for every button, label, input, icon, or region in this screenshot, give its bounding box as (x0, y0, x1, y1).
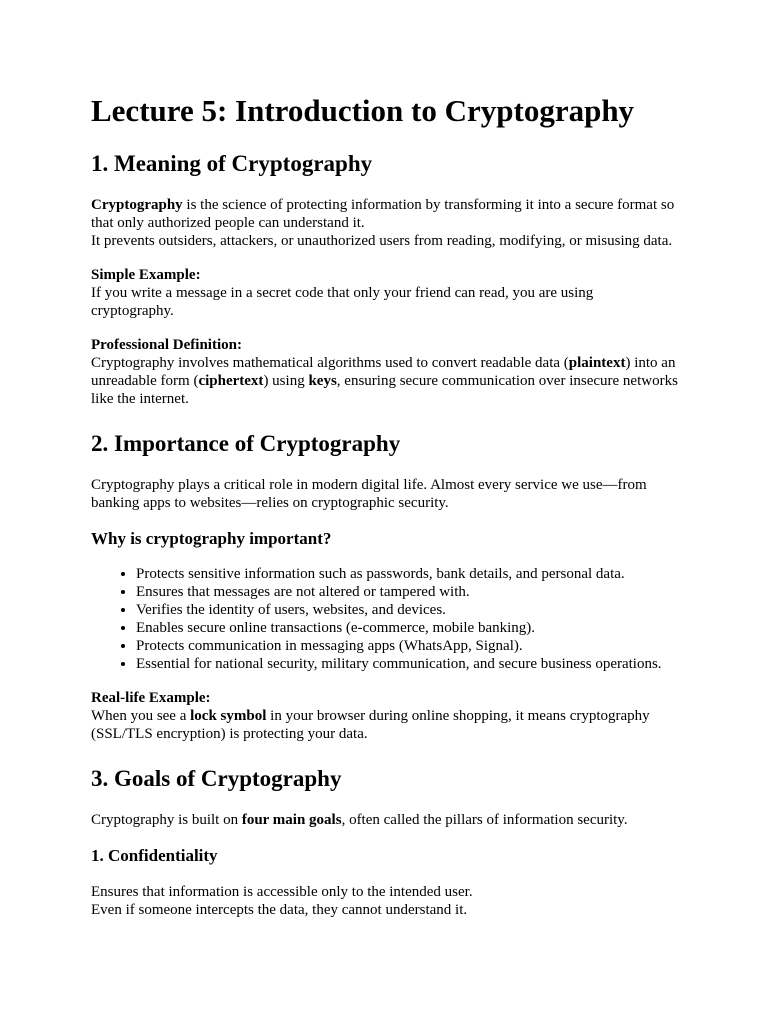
reallife-example-text (91, 707, 678, 743)
list-item: • Verifies the identity of users, websites, and devices. (136, 602, 678, 620)
importance-paragraph: Cryptography plays a critical role in modern digital life. Almost every service we use—from banking apps to websites—relies on cryptographic security. (91, 477, 647, 511)
professional-definition-label: Professional Definition: (91, 337, 242, 353)
list-item: • Protects communication in messaging apps (WhatsApp, Signal). (136, 638, 678, 656)
goals-paragraph (91, 811, 678, 829)
confidentiality-line-2: Even if someone intercepts the data, they cannot understand it. (91, 902, 468, 919)
plaintext-term: plaintext (568, 355, 626, 371)
ciphertext-term: ciphertext (198, 373, 264, 389)
reallife-text-2: in your browser during online shopping, it means cryptography (SSL/TLS encryption) is protecting your data. (91, 708, 650, 743)
confidentiality-line-1: Ensures that information is accessible only to the intended user. (91, 884, 473, 901)
simple-example-text: If you write a message in a secret code that only your friend can read, you are using cryptography. (91, 285, 594, 319)
meaning-paragraph (91, 196, 678, 250)
section-heading-goals: 3. Goals of Cryptography (91, 766, 342, 792)
reallife-example-label: Real-life Example: (91, 690, 211, 707)
confidentiality-heading: 1. Confidentiality (91, 846, 218, 866)
list-item: • Protects sensitive information such as passwords, bank details, and personal data. (136, 566, 678, 584)
confidentiality-text (91, 883, 678, 919)
meaning-line-2: It prevents outsiders, attackers, or unauthorized users from reading, modifying, or misusing data. (91, 233, 673, 249)
pro-text-2: ) into an unreadable form ( (91, 355, 676, 389)
pro-text-4: , ensuring secure communication over insecure networks like the internet. (91, 373, 678, 407)
list-item: • Ensures that messages are not altered or tampered with. (136, 584, 678, 602)
cryptography-term: Cryptography (91, 197, 183, 213)
lock-symbol-term: lock symbol (190, 708, 267, 725)
reallife-text-1: When you see a (91, 708, 191, 725)
pro-text-3: ) using (263, 373, 309, 389)
four-main-goals-term: four main goals (241, 812, 342, 829)
professional-definition-text (91, 354, 678, 408)
list-item: • Enables secure online transactions (e-commerce, mobile banking). (136, 620, 678, 638)
importance-subheading: Why is cryptography important? (91, 529, 332, 548)
meaning-text: is the science of protecting information by transforming it into a secure format so that only authorized people can understand it. (91, 197, 675, 231)
keys-term: keys (308, 373, 337, 389)
section-heading-importance: 2. Importance of Cryptography (91, 431, 401, 456)
simple-example-label: Simple Example: (91, 267, 201, 283)
page-title: Lecture 5: Introduction to Cryptography (91, 93, 635, 128)
section-heading-meaning: 1. Meaning of Cryptography (91, 151, 373, 176)
goals-text-1: Cryptography is built on (91, 812, 242, 829)
pro-text-1: Cryptography involves mathematical algorithms used to convert readable data ( (91, 355, 569, 371)
goals-text-2: , often called the pillars of information security. (341, 812, 628, 829)
list-item: • Essential for national security, military communication, and secure business operations. (136, 656, 678, 674)
importance-bullet-list (91, 566, 678, 673)
